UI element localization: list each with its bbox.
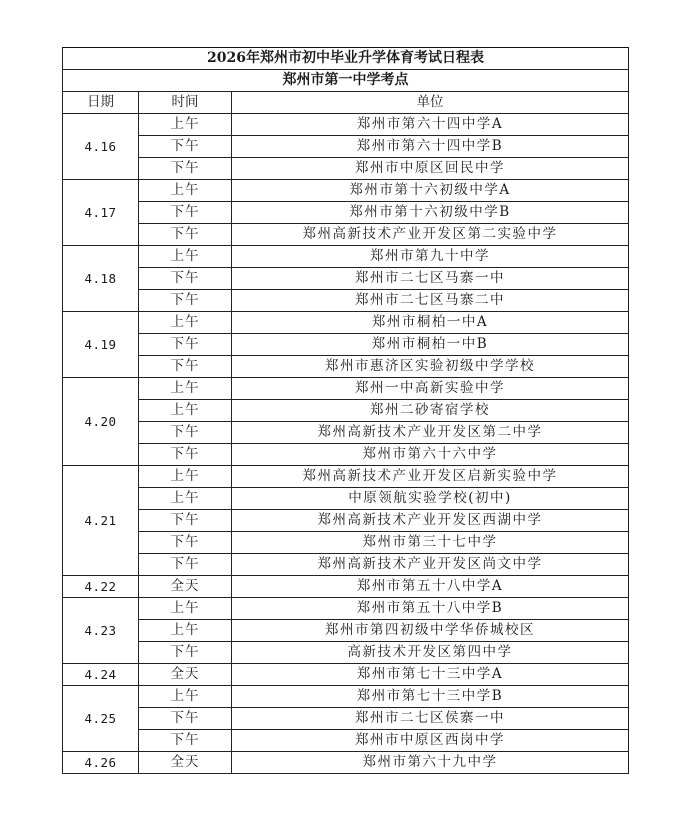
unit-cell: 郑州市第十六初级中学B	[232, 202, 629, 224]
table-row	[63, 642, 629, 664]
unit-cell: 郑州二砂寄宿学校	[232, 400, 629, 422]
table-row	[63, 730, 629, 752]
unit-cell: 郑州高新技术产业开发区启新实验中学	[232, 466, 629, 488]
unit-cell: 郑州市第五十八中学B	[232, 598, 629, 620]
time-cell: 上午	[139, 466, 232, 488]
table-row	[63, 312, 629, 334]
table-row	[63, 202, 629, 224]
unit-cell: 郑州市第七十三中学B	[232, 686, 629, 708]
table-row	[63, 334, 629, 356]
time-cell: 上午	[139, 246, 232, 268]
unit-cell: 郑州市桐柏一中B	[232, 334, 629, 356]
table-row	[63, 752, 629, 774]
table-row	[63, 180, 629, 202]
date-cell: 4.22	[63, 576, 139, 598]
time-column-header: 时间	[139, 92, 232, 114]
time-cell: 全天	[139, 752, 232, 774]
time-cell: 下午	[139, 554, 232, 576]
date-cell: 4.23	[63, 598, 139, 664]
table-row	[63, 136, 629, 158]
table-row	[63, 400, 629, 422]
table-row	[63, 510, 629, 532]
unit-cell: 郑州市第六十九中学	[232, 752, 629, 774]
table-row	[63, 620, 629, 642]
time-cell: 上午	[139, 488, 232, 510]
subtitle-row	[63, 70, 629, 92]
table-row	[63, 554, 629, 576]
unit-cell: 郑州市第五十八中学A	[232, 576, 629, 598]
table-row	[63, 246, 629, 268]
unit-cell: 郑州高新技术产业开发区第二实验中学	[232, 224, 629, 246]
unit-cell: 郑州市二七区侯寨一中	[232, 708, 629, 730]
date-cell: 4.24	[63, 664, 139, 686]
table-row	[63, 268, 629, 290]
table-row	[63, 158, 629, 180]
unit-cell: 郑州市第十六初级中学A	[232, 180, 629, 202]
time-cell: 上午	[139, 180, 232, 202]
time-cell: 上午	[139, 598, 232, 620]
date-cell: 4.26	[63, 752, 139, 774]
table-row	[63, 708, 629, 730]
date-cell: 4.18	[63, 246, 139, 312]
time-cell: 上午	[139, 620, 232, 642]
time-cell: 下午	[139, 444, 232, 466]
date-cell: 4.20	[63, 378, 139, 466]
time-cell: 下午	[139, 158, 232, 180]
document-title: 2026年郑州市初中毕业升学体育考试日程表	[63, 48, 629, 70]
unit-cell: 郑州市第九十中学	[232, 246, 629, 268]
table-row	[63, 532, 629, 554]
unit-cell: 郑州一中高新实验中学	[232, 378, 629, 400]
time-cell: 上午	[139, 378, 232, 400]
time-cell: 下午	[139, 268, 232, 290]
table-row	[63, 224, 629, 246]
table-row	[63, 378, 629, 400]
time-cell: 下午	[139, 356, 232, 378]
time-cell: 下午	[139, 708, 232, 730]
time-cell: 全天	[139, 576, 232, 598]
schedule-table	[62, 47, 629, 774]
table-row	[63, 664, 629, 686]
time-cell: 下午	[139, 290, 232, 312]
time-cell: 下午	[139, 730, 232, 752]
date-cell: 4.25	[63, 686, 139, 752]
date-cell: 4.17	[63, 180, 139, 246]
time-cell: 上午	[139, 312, 232, 334]
time-cell: 下午	[139, 642, 232, 664]
table-row	[63, 466, 629, 488]
unit-cell: 郑州市第七十三中学A	[232, 664, 629, 686]
unit-cell: 郑州市第六十四中学A	[232, 114, 629, 136]
unit-cell: 郑州市中原区回民中学	[232, 158, 629, 180]
time-cell: 下午	[139, 510, 232, 532]
unit-cell: 郑州市第六十六中学	[232, 444, 629, 466]
exam-site-title: 郑州市第一中学考点	[63, 70, 629, 92]
unit-cell: 郑州高新技术产业开发区西湖中学	[232, 510, 629, 532]
table-row	[63, 598, 629, 620]
unit-cell: 郑州市二七区马寨一中	[232, 268, 629, 290]
table-row	[63, 114, 629, 136]
date-cell: 4.19	[63, 312, 139, 378]
table-row	[63, 444, 629, 466]
unit-cell: 郑州市第六十四中学B	[232, 136, 629, 158]
time-cell: 下午	[139, 422, 232, 444]
unit-cell: 郑州高新技术产业开发区尚文中学	[232, 554, 629, 576]
header-row	[63, 92, 629, 114]
time-cell: 下午	[139, 334, 232, 356]
unit-column-header: 单位	[232, 92, 629, 114]
unit-cell: 中原领航实验学校(初中)	[232, 488, 629, 510]
date-column-header: 日期	[63, 92, 139, 114]
time-cell: 上午	[139, 686, 232, 708]
unit-cell: 郑州市中原区西岗中学	[232, 730, 629, 752]
unit-cell: 高新技术开发区第四中学	[232, 642, 629, 664]
schedule-body	[63, 114, 629, 774]
time-cell: 下午	[139, 532, 232, 554]
date-cell: 4.21	[63, 466, 139, 576]
unit-cell: 郑州市二七区马寨二中	[232, 290, 629, 312]
title-row	[63, 48, 629, 70]
unit-cell: 郑州市惠济区实验初级中学学校	[232, 356, 629, 378]
table-row	[63, 686, 629, 708]
table-row	[63, 422, 629, 444]
unit-cell: 郑州高新技术产业开发区第二中学	[232, 422, 629, 444]
table-row	[63, 488, 629, 510]
time-cell: 下午	[139, 224, 232, 246]
unit-cell: 郑州市桐柏一中A	[232, 312, 629, 334]
table-row	[63, 356, 629, 378]
table-row	[63, 290, 629, 312]
time-cell: 上午	[139, 400, 232, 422]
time-cell: 下午	[139, 202, 232, 224]
unit-cell: 郑州市第三十七中学	[232, 532, 629, 554]
time-cell: 上午	[139, 114, 232, 136]
date-cell: 4.16	[63, 114, 139, 180]
time-cell: 下午	[139, 136, 232, 158]
table-row	[63, 576, 629, 598]
unit-cell: 郑州市第四初级中学华侨城校区	[232, 620, 629, 642]
time-cell: 全天	[139, 664, 232, 686]
